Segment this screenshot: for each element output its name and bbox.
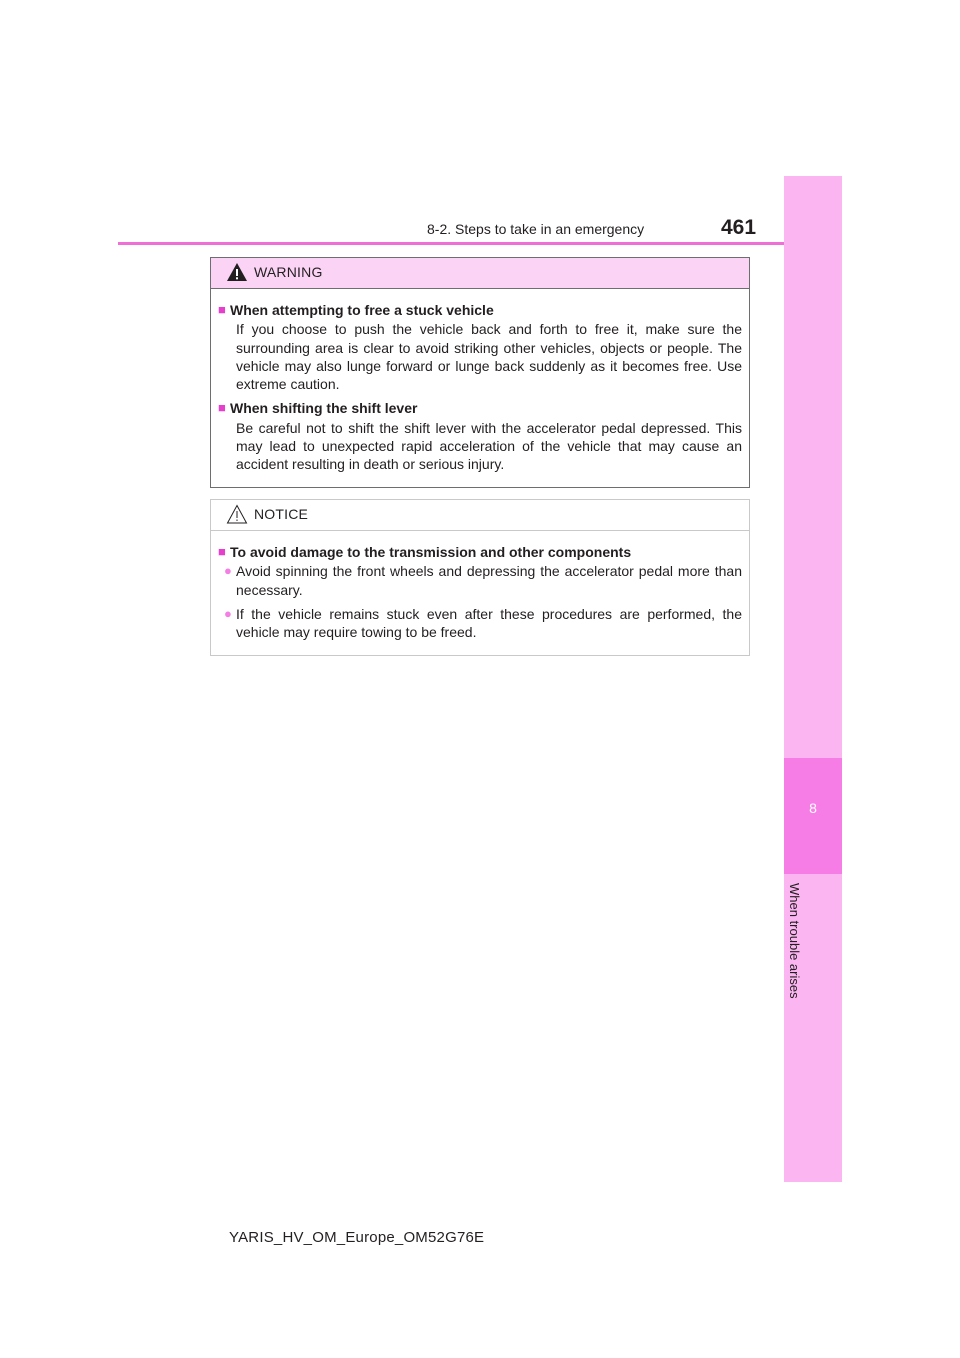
section-title: 8-2. Steps to take in an emergency <box>427 221 645 237</box>
warning-box <box>210 257 750 488</box>
warning-triangle-icon <box>226 262 248 282</box>
document-code: YARIS_HV_OM_Europe_OM52G76E <box>229 1229 485 1246</box>
notice-header <box>211 500 749 531</box>
warning-item-text: Be careful not to shift the shift lever with the accelerator pedal depressed. This may lead to unexpected rapid acceleration of the vehicle that may cause an accident resulting in death or serious injury. <box>236 419 742 473</box>
warning-item-title <box>218 301 742 319</box>
caution-triangle-icon <box>226 504 248 524</box>
notice-bullet-text: If the vehicle remains stuck even after these procedures are performed, the vehicle may require towing to be freed. <box>236 605 742 641</box>
warning-item-title <box>218 399 742 417</box>
warning-header <box>211 258 749 289</box>
notice-item-title-text: To avoid damage to the transmission and other components <box>230 544 632 560</box>
chapter-side-tab <box>784 176 842 1182</box>
warning-label: WARNING <box>254 264 323 280</box>
square-bullet-icon: ■ <box>218 544 226 559</box>
chapter-number: 8 <box>809 800 817 816</box>
notice-bullet <box>224 562 742 599</box>
chapter-title: When trouble arises <box>787 883 802 999</box>
chapter-number-block <box>784 758 842 874</box>
notice-box <box>210 499 750 656</box>
square-bullet-icon: ■ <box>218 400 226 416</box>
notice-bullet-text: Avoid spinning the front wheels and depressing the accelerator pedal more than necessary. <box>236 563 742 598</box>
circle-bullet-icon: ● <box>224 605 232 621</box>
warning-item-title-text: When shifting the shift lever <box>230 400 418 417</box>
circle-bullet-icon: ● <box>224 563 232 579</box>
warning-body <box>211 289 749 474</box>
warning-item-title-text: When attempting to free a stuck vehicle <box>230 302 494 318</box>
notice-body <box>211 531 749 641</box>
header-rule <box>118 242 784 245</box>
notice-item-title <box>218 543 742 561</box>
page-number: 461 <box>721 216 757 239</box>
notice-bullet <box>224 605 742 642</box>
warning-item-text: If you choose to push the vehicle back and forth to free it, make sure the surrounding area is clear to avoid striking other vehicles, objects or people. The vehicle may also lunge forward or lunge back suddenly as it becomes free. Use extreme caution. <box>236 321 742 393</box>
square-bullet-icon: ■ <box>218 302 226 317</box>
notice-label: NOTICE <box>254 506 309 522</box>
